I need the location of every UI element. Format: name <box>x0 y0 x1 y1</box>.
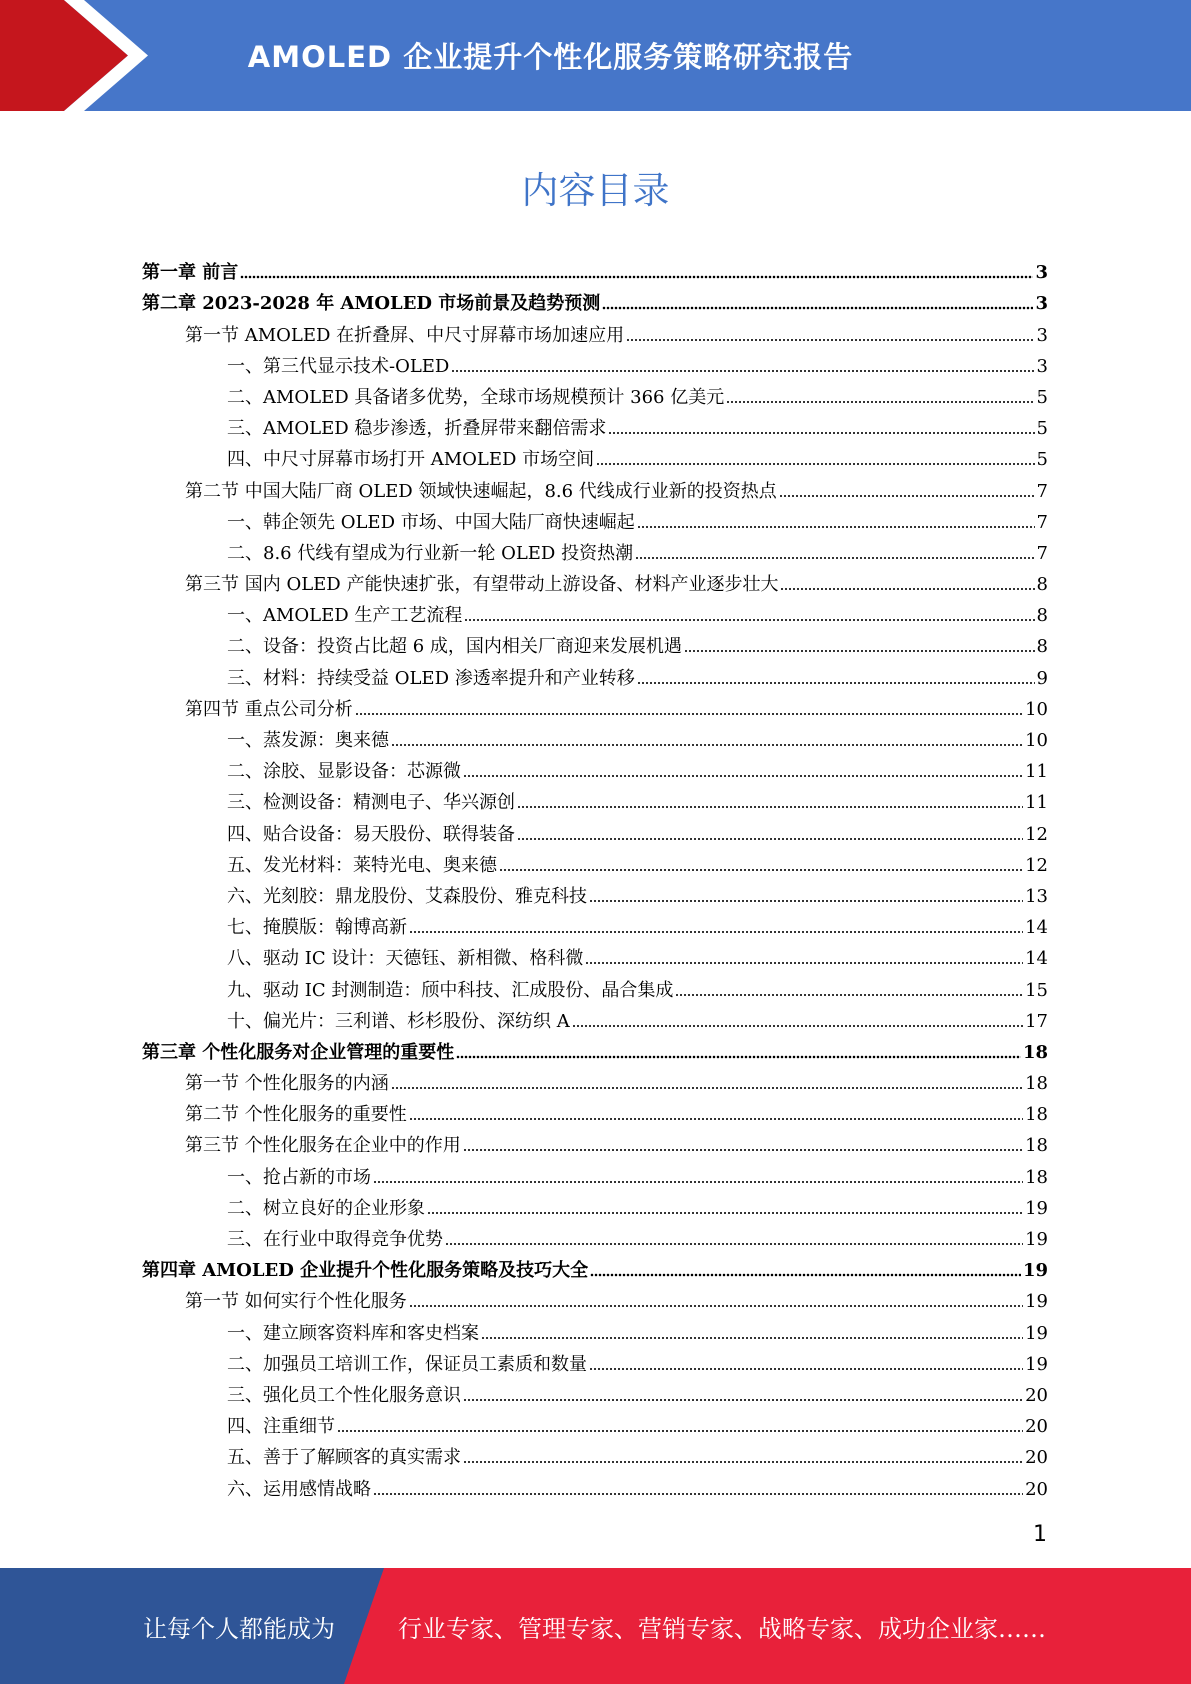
toc-entry-chapter[interactable] <box>142 1251 1048 1282</box>
toc-entry-page: 9 <box>1036 667 1048 689</box>
toc-entry-section[interactable] <box>142 1126 1048 1157</box>
toc-dot-leader <box>675 993 1023 997</box>
toc-entry-subsection[interactable] <box>142 658 1048 689</box>
toc-entry-text: 二、8.6 代线有望成为行业新一轮 OLED 投资热潮 <box>227 542 634 564</box>
toc-entry-page: 18 <box>1025 1135 1048 1157</box>
toc-entry-section[interactable] <box>142 1282 1048 1313</box>
toc-dot-leader <box>409 1117 1023 1121</box>
toc-entry-subsection[interactable] <box>142 409 1048 440</box>
footer-slogan-right: 行业专家、管理专家、营销专家、战略专家、成功企业家…… <box>398 1614 1046 1643</box>
toc-entry-page: 15 <box>1025 979 1048 1001</box>
toc-entry-page: 19 <box>1022 1260 1048 1282</box>
toc-entry-subsection[interactable] <box>142 908 1048 939</box>
toc-entry-page: 3 <box>1035 293 1048 315</box>
toc-dot-leader <box>337 1429 1023 1433</box>
toc-entry-subsection[interactable] <box>142 783 1048 814</box>
toc-entry-subsection[interactable] <box>142 1189 1048 1220</box>
toc-entry-page: 19 <box>1025 1291 1048 1313</box>
toc-entry-page: 5 <box>1036 418 1048 440</box>
toc-dot-leader <box>572 1024 1023 1028</box>
toc-entry-subsection[interactable] <box>142 1157 1048 1188</box>
toc-entry-section[interactable] <box>142 1064 1048 1095</box>
toc-dot-leader <box>637 681 1035 685</box>
toc-dot-leader <box>585 961 1023 965</box>
toc-entry-subsection[interactable] <box>142 1407 1048 1438</box>
toc-entry-subsection[interactable] <box>142 1220 1048 1251</box>
toc-entry-page: 19 <box>1025 1197 1048 1219</box>
toc-dot-leader <box>391 743 1023 747</box>
toc-entry-text: 二、涂胶、显影设备：芯源微 <box>227 761 461 783</box>
toc-entry-page: 18 <box>1022 1041 1048 1063</box>
toc-entry-page: 19 <box>1025 1353 1048 1375</box>
toc-entry-text: 一、建立顾客资料库和客史档案 <box>227 1322 479 1344</box>
toc-dot-leader <box>637 525 1035 529</box>
toc-entry-text: 四、注重细节 <box>227 1416 335 1438</box>
toc-entry-chapter[interactable] <box>142 253 1048 284</box>
toc-entry-text: 第一章 前言 <box>142 262 239 284</box>
toc-entry-page: 18 <box>1025 1166 1048 1188</box>
toc-entry-subsection[interactable] <box>142 440 1048 471</box>
toc-entry-page: 18 <box>1025 1073 1048 1095</box>
toc-dot-leader <box>463 1398 1023 1402</box>
toc-dot-leader <box>684 649 1035 653</box>
toc-entry-subsection[interactable] <box>142 939 1048 970</box>
toc-dot-leader <box>427 1211 1023 1215</box>
toc-entry-page: 5 <box>1036 449 1048 471</box>
toc-entry-page: 13 <box>1025 885 1048 907</box>
toc-entry-page: 17 <box>1025 1010 1048 1032</box>
toc-entry-page: 3 <box>1036 355 1048 377</box>
toc-dot-leader <box>445 1242 1023 1246</box>
toc-entry-subsection[interactable] <box>142 970 1048 1001</box>
toc-dot-leader <box>481 1336 1023 1340</box>
toc-entry-page: 12 <box>1025 854 1048 876</box>
toc-dot-leader <box>590 1273 1021 1277</box>
toc-entry-subsection[interactable] <box>142 1376 1048 1407</box>
toc-entry-page: 14 <box>1025 948 1048 970</box>
toc-entry-text: 九、驱动 IC 封测制造：颀中科技、汇成股份、晶合集成 <box>227 979 674 1001</box>
toc-dot-leader <box>517 837 1023 841</box>
toc-entry-page: 3 <box>1035 262 1048 284</box>
toc-entry-page: 10 <box>1025 698 1048 720</box>
toc-entry-section[interactable] <box>142 315 1048 346</box>
toc-entry-text: 一、AMOLED 生产工艺流程 <box>227 605 463 627</box>
toc-entry-text: 第一节 AMOLED 在折叠屏、中尺寸屏幕市场加速应用 <box>185 324 625 346</box>
toc-entry-text: 三、材料：持续受益 OLED 渗透率提升和产业转移 <box>227 667 635 689</box>
toc-entry-text: 第四章 AMOLED 企业提升个性化服务策略及技巧大全 <box>142 1260 589 1282</box>
toc-entry-section[interactable] <box>142 565 1048 596</box>
toc-entry-page: 11 <box>1025 792 1048 814</box>
toc-dot-leader <box>596 462 1034 466</box>
toc-entry-text: 第三章 个性化服务对企业管理的重要性 <box>142 1041 455 1063</box>
toc-entry-page: 7 <box>1036 511 1048 533</box>
toc-entry-subsection[interactable] <box>142 1469 1048 1500</box>
toc-entry-text: 第二节 个性化服务的重要性 <box>185 1104 407 1126</box>
footer-slogan-left: 让每个人都能成为 <box>143 1614 335 1643</box>
toc-entry-subsection[interactable] <box>142 1313 1048 1344</box>
toc-dot-leader <box>602 306 1033 310</box>
toc-entry-text: 三、AMOLED 稳步渗透，折叠屏带来翻倍需求 <box>227 418 607 440</box>
toc-entry-text: 第二章 2023-2028 年 AMOLED 市场前景及趋势预测 <box>142 293 601 315</box>
toc-entry-text: 六、光刻胶：鼎龙股份、艾森股份、雅克科技 <box>227 885 587 907</box>
toc-entry-page: 3 <box>1036 324 1048 346</box>
toc-dot-leader <box>355 712 1023 716</box>
toc-entry-chapter[interactable] <box>142 284 1048 315</box>
toc-entry-page: 14 <box>1025 917 1048 939</box>
toc-entry-text: 一、韩企领先 OLED 市场、中国大陆厂商快速崛起 <box>227 511 635 533</box>
toc-dot-leader <box>499 868 1023 872</box>
toc-entry-page: 18 <box>1025 1104 1048 1126</box>
toc-entry-subsection[interactable] <box>142 1438 1048 1469</box>
toc-dot-leader <box>463 774 1023 778</box>
table-of-contents <box>142 253 1048 1501</box>
toc-entry-text: 四、中尺寸屏幕市场打开 AMOLED 市场空间 <box>227 449 595 471</box>
toc-entry-text: 第四节 重点公司分析 <box>185 698 353 720</box>
toc-entry-text: 第三节 个性化服务在企业中的作用 <box>185 1135 461 1157</box>
toc-entry-text: 七、掩膜版：翰博高新 <box>227 917 407 939</box>
toc-dot-leader <box>589 1367 1023 1371</box>
toc-dot-leader <box>451 369 1034 373</box>
toc-entry-text: 二、树立良好的企业形象 <box>227 1197 425 1219</box>
toc-title: 内容目录 <box>521 169 670 212</box>
page-footer <box>0 1568 1191 1684</box>
toc-dot-leader <box>517 805 1023 809</box>
toc-entry-text: 三、在行业中取得竞争优势 <box>227 1229 443 1250</box>
toc-entry-text: 第三节 国内 OLED 产能快速扩张，有望带动上游设备、材料产业逐步壮大 <box>185 574 779 596</box>
toc-entry-page: 8 <box>1036 636 1048 658</box>
toc-entry-text: 三、检测设备：精测电子、华兴源创 <box>227 792 515 814</box>
toc-entry-text: 五、发光材料：莱特光电、奥来德 <box>227 854 497 876</box>
toc-entry-subsection[interactable] <box>142 814 1048 845</box>
toc-entry-subsection[interactable] <box>142 721 1048 752</box>
toc-dot-leader <box>780 587 1034 591</box>
toc-entry-subsection[interactable] <box>142 846 1048 877</box>
page-number: 1 <box>1033 1522 1047 1547</box>
toc-entry-chapter[interactable] <box>142 1033 1048 1064</box>
toc-entry-text: 二、加强员工培训工作，保证员工素质和数量 <box>227 1353 587 1375</box>
toc-entry-subsection[interactable] <box>142 378 1048 409</box>
toc-dot-leader <box>373 1492 1023 1496</box>
toc-entry-page: 20 <box>1025 1384 1048 1406</box>
toc-entry-text: 二、设备：投资占比超 6 成，国内相关厂商迎来发展机遇 <box>227 636 682 658</box>
toc-entry-page: 10 <box>1025 730 1048 751</box>
toc-dot-leader <box>240 275 1033 279</box>
toc-dot-leader <box>456 1055 1021 1059</box>
page-header <box>0 0 1191 111</box>
toc-entry-page: 11 <box>1025 761 1048 783</box>
toc-entry-page: 20 <box>1025 1416 1048 1438</box>
toc-dot-leader <box>373 1180 1023 1184</box>
toc-entry-text: 八、驱动 IC 设计：天德钰、新相微、格科微 <box>227 948 584 970</box>
toc-entry-page: 7 <box>1036 542 1048 564</box>
toc-entry-subsection[interactable] <box>142 752 1048 783</box>
toc-dot-leader <box>464 618 1034 622</box>
toc-entry-subsection[interactable] <box>142 627 1048 658</box>
toc-dot-leader <box>635 556 1034 560</box>
header-title: AMOLED 企业提升个性化服务策略研究报告 <box>247 40 854 74</box>
toc-entry-page: 7 <box>1036 480 1048 502</box>
toc-dot-leader <box>626 338 1034 342</box>
toc-entry-text: 一、抢占新的市场 <box>227 1166 371 1188</box>
toc-entry-subsection[interactable] <box>142 596 1048 627</box>
toc-entry-page: 8 <box>1036 605 1048 627</box>
toc-dot-leader <box>463 1148 1023 1152</box>
toc-dot-leader <box>463 1460 1023 1464</box>
toc-entry-subsection[interactable] <box>142 347 1048 378</box>
toc-entry-text: 四、贴合设备：易天股份、联得装备 <box>227 823 515 845</box>
toc-dot-leader <box>726 400 1034 404</box>
toc-entry-subsection[interactable] <box>142 503 1048 534</box>
toc-entry-page: 19 <box>1025 1229 1048 1250</box>
toc-dot-leader <box>409 1304 1023 1308</box>
toc-entry-text: 二、AMOLED 具备诸多优势，全球市场规模预计 366 亿美元 <box>227 386 725 408</box>
toc-dot-leader <box>779 494 1035 498</box>
toc-entry-section[interactable] <box>142 1095 1048 1126</box>
toc-entry-subsection[interactable] <box>142 877 1048 908</box>
toc-entry-page: 19 <box>1025 1322 1048 1344</box>
toc-dot-leader <box>589 899 1023 903</box>
toc-entry-text: 第二节 中国大陆厂商 OLED 领域快速崛起，8.6 代线成行业新的投资热点 <box>185 480 777 502</box>
toc-entry-subsection[interactable] <box>142 1002 1048 1033</box>
toc-entry-text: 一、蒸发源：奥来德 <box>227 730 389 751</box>
toc-entry-text: 六、运用感情战略 <box>227 1478 371 1500</box>
toc-entry-section[interactable] <box>142 690 1048 721</box>
toc-entry-text: 第一节 个性化服务的内涵 <box>185 1073 389 1095</box>
toc-entry-text: 三、强化员工个性化服务意识 <box>227 1384 461 1406</box>
toc-dot-leader <box>608 431 1034 435</box>
toc-entry-text: 五、善于了解顾客的真实需求 <box>227 1447 461 1469</box>
toc-entry-text: 第一节 如何实行个性化服务 <box>185 1291 407 1313</box>
toc-entry-page: 20 <box>1025 1447 1048 1469</box>
toc-dot-leader <box>391 1086 1023 1090</box>
toc-entry-section[interactable] <box>142 471 1048 502</box>
toc-entry-text: 一、第三代显示技术-OLED <box>227 355 450 377</box>
toc-entry-page: 5 <box>1036 386 1048 408</box>
toc-entry-text: 十、偏光片：三利谱、杉杉股份、深纺织 A <box>227 1010 570 1032</box>
toc-entry-subsection[interactable] <box>142 1345 1048 1376</box>
toc-entry-subsection[interactable] <box>142 534 1048 565</box>
toc-entry-page: 8 <box>1036 574 1048 596</box>
toc-dot-leader <box>409 930 1023 934</box>
toc-entry-page: 12 <box>1025 823 1048 845</box>
toc-entry-page: 20 <box>1025 1478 1048 1500</box>
